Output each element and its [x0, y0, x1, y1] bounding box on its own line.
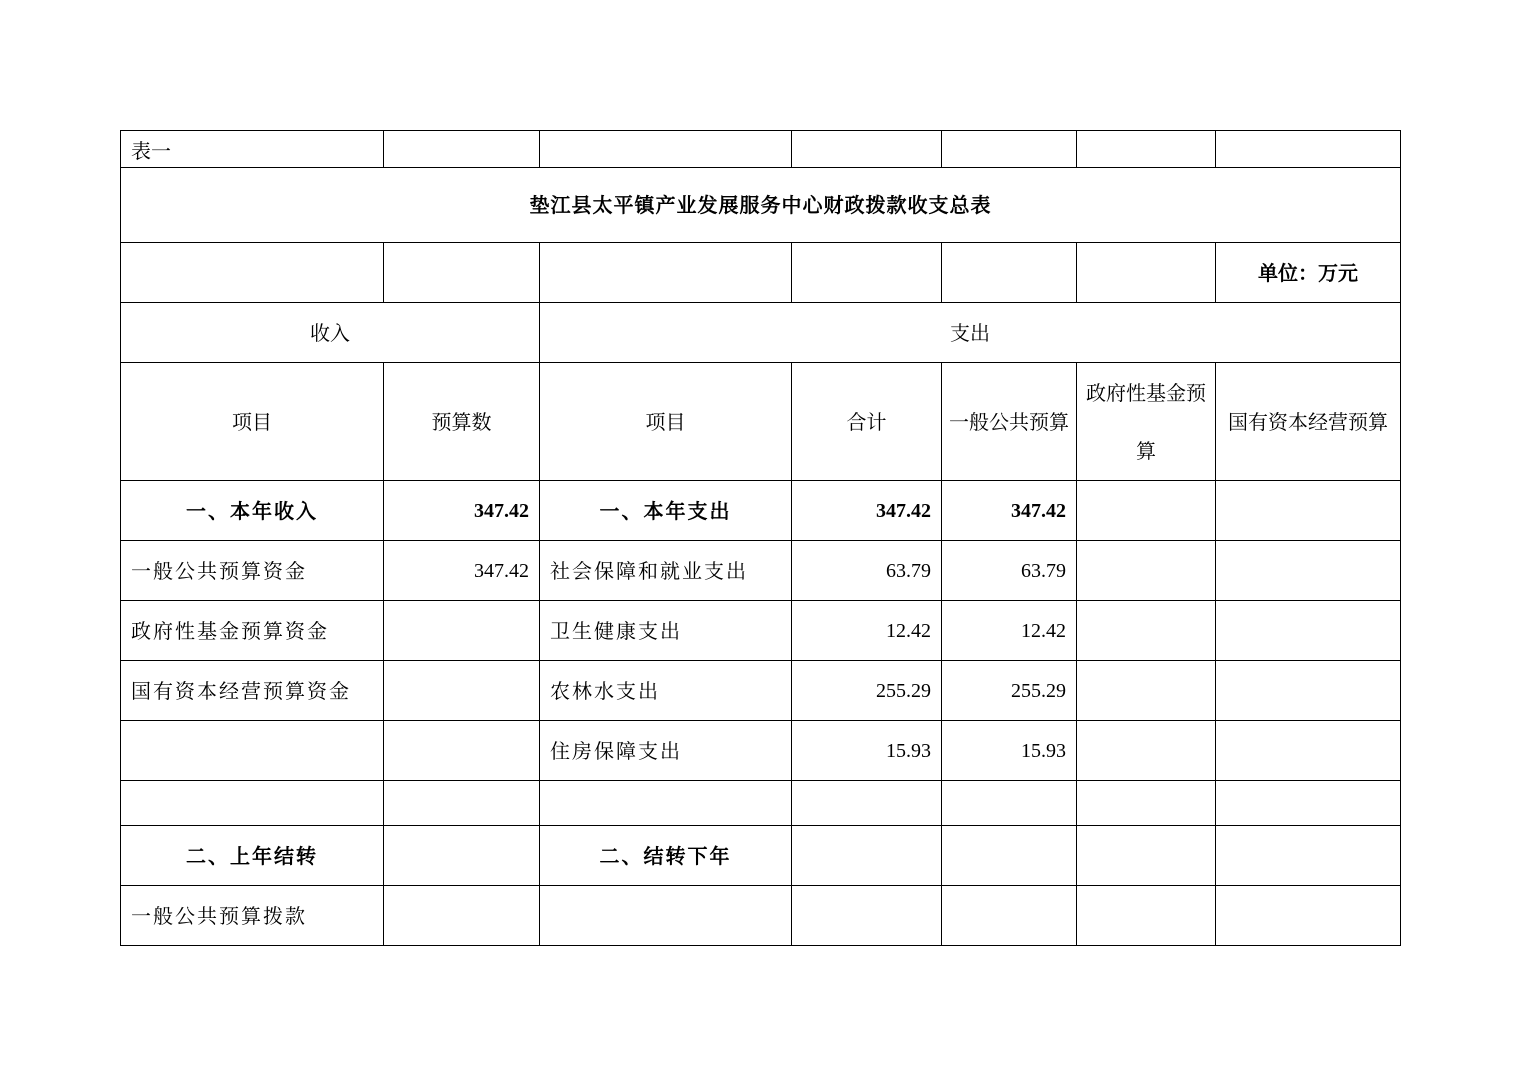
expense-fund: [1077, 541, 1216, 601]
section-header-row: [121, 303, 1401, 363]
expense-item: 农林水支出: [540, 661, 792, 721]
income-amount: [384, 781, 540, 826]
expense-fund: [1077, 721, 1216, 781]
expense-total: [792, 826, 942, 886]
tag-row: [121, 131, 1401, 168]
income-amount: 347.42: [384, 481, 540, 541]
income-section-header: 收入: [121, 303, 540, 363]
expense-item: [540, 781, 792, 826]
expense-total: 255.29: [792, 661, 942, 721]
expense-item: [540, 886, 792, 946]
expense-item: 二、结转下年: [540, 826, 792, 886]
income-amount: [384, 721, 540, 781]
expense-fund: [1077, 601, 1216, 661]
expense-capital: [1216, 541, 1401, 601]
table-row: [121, 826, 1401, 886]
expense-fund: [1077, 826, 1216, 886]
page-title: 垫江县太平镇产业发展服务中心财政拨款收支总表: [121, 168, 1401, 243]
income-amount: [384, 601, 540, 661]
col-income-item: 项目: [121, 363, 384, 481]
expense-general: 63.79: [942, 541, 1077, 601]
table-row: [121, 886, 1401, 946]
expense-general: [942, 886, 1077, 946]
expense-general: [942, 826, 1077, 886]
income-item: 一般公共预算资金: [121, 541, 384, 601]
expense-item: 一、本年支出: [540, 481, 792, 541]
table-row: [121, 781, 1401, 826]
income-item: [121, 781, 384, 826]
expense-general: 347.42: [942, 481, 1077, 541]
unit-row: [121, 243, 1401, 303]
income-item: 国有资本经营预算资金: [121, 661, 384, 721]
expense-total: [792, 781, 942, 826]
expense-general: [942, 781, 1077, 826]
expense-total: [792, 886, 942, 946]
column-header-row: [121, 363, 1401, 481]
income-amount: 347.42: [384, 541, 540, 601]
expense-total: 63.79: [792, 541, 942, 601]
table-row: [121, 661, 1401, 721]
expense-total: 15.93: [792, 721, 942, 781]
expense-capital: [1216, 721, 1401, 781]
income-item: 二、上年结转: [121, 826, 384, 886]
expense-capital: [1216, 481, 1401, 541]
expense-item: 住房保障支出: [540, 721, 792, 781]
unit-label: 单位：万元: [1216, 243, 1401, 303]
income-item: 一般公共预算拨款: [121, 886, 384, 946]
expense-general: 12.42: [942, 601, 1077, 661]
income-amount: [384, 886, 540, 946]
expense-fund: [1077, 886, 1216, 946]
col-income-budget: 预算数: [384, 363, 540, 481]
income-amount: [384, 661, 540, 721]
col-gov-fund: 政府性基金预算: [1077, 363, 1216, 481]
col-general-public: 一般公共预算: [942, 363, 1077, 481]
expense-general: 15.93: [942, 721, 1077, 781]
expense-capital: [1216, 886, 1401, 946]
expense-capital: [1216, 601, 1401, 661]
expense-item: 社会保障和就业支出: [540, 541, 792, 601]
col-state-capital: 国有资本经营预算: [1216, 363, 1401, 481]
income-amount: [384, 826, 540, 886]
expense-fund: [1077, 661, 1216, 721]
income-item: [121, 721, 384, 781]
expense-fund: [1077, 781, 1216, 826]
table-row: [121, 481, 1401, 541]
col-total: 合计: [792, 363, 942, 481]
table-tag: 表一: [121, 131, 384, 168]
budget-summary-table: [120, 130, 1401, 946]
expense-capital: [1216, 661, 1401, 721]
expense-total: 347.42: [792, 481, 942, 541]
income-item: 一、本年收入: [121, 481, 384, 541]
table-row: [121, 601, 1401, 661]
income-item: 政府性基金预算资金: [121, 601, 384, 661]
table-row: [121, 721, 1401, 781]
title-row: [121, 168, 1401, 243]
expense-general: 255.29: [942, 661, 1077, 721]
expense-item: 卫生健康支出: [540, 601, 792, 661]
expense-total: 12.42: [792, 601, 942, 661]
expense-fund: [1077, 481, 1216, 541]
expense-capital: [1216, 826, 1401, 886]
table-row: [121, 541, 1401, 601]
col-expense-item: 项目: [540, 363, 792, 481]
expense-section-header: 支出: [540, 303, 1401, 363]
expense-capital: [1216, 781, 1401, 826]
